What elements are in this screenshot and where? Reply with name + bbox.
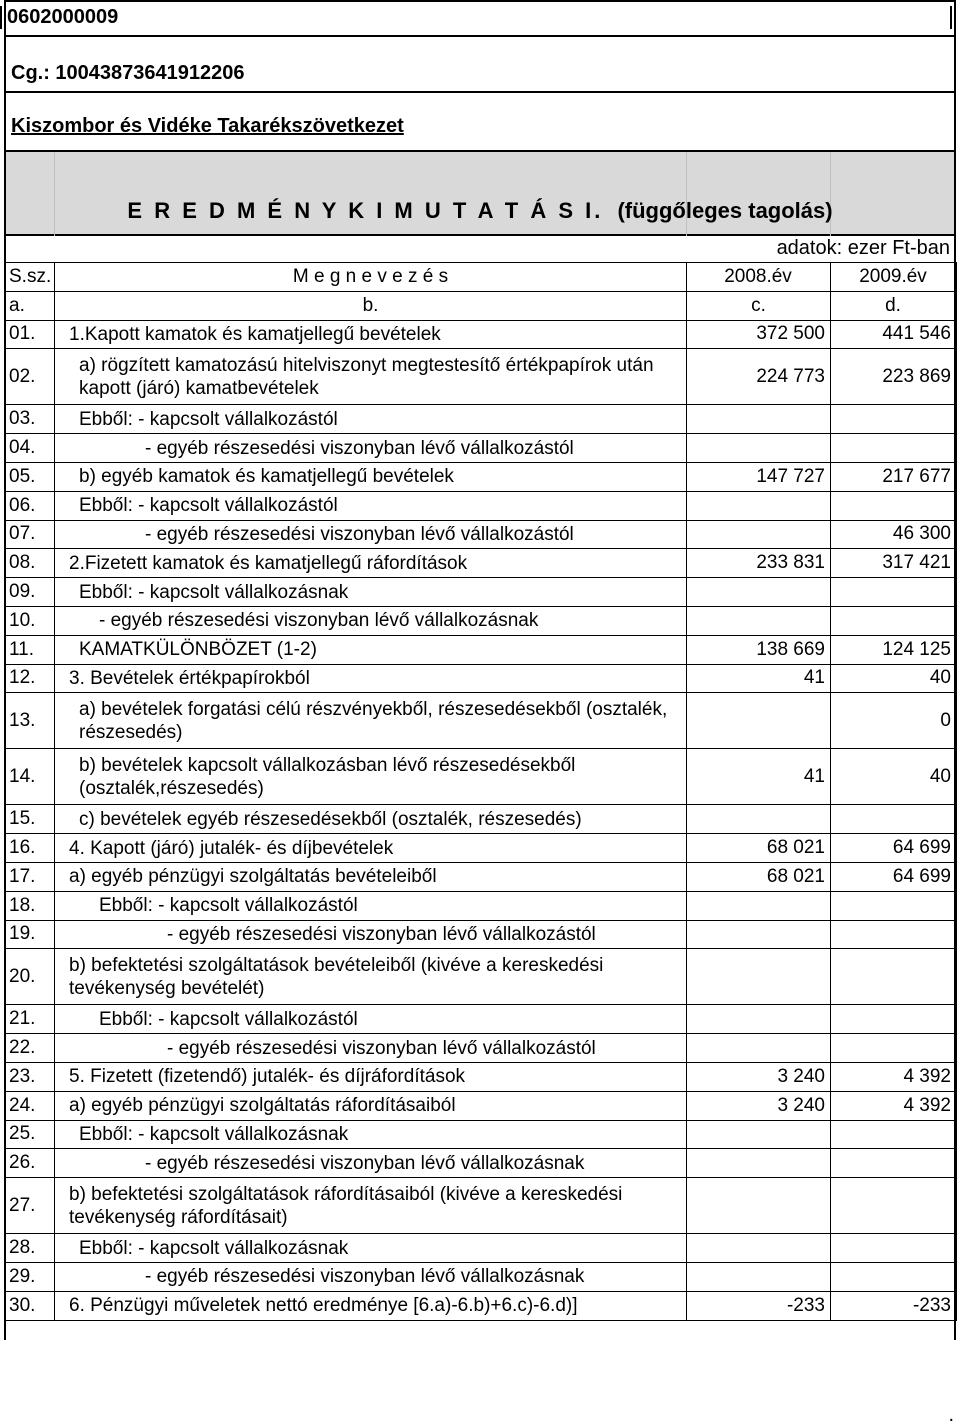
table-row <box>5 434 957 463</box>
value-2009: 0 <box>831 693 957 749</box>
units-note: adatok: ezer Ft-ban <box>776 237 950 259</box>
row-number: 10. <box>5 606 55 635</box>
col-header-no: S.sz. <box>5 263 55 292</box>
col-letter-c: c. <box>687 291 831 320</box>
col-letter-d: d. <box>831 291 957 320</box>
value-2008 <box>687 1262 831 1291</box>
row-label: Ebből: - kapcsolt vállalkozástól <box>55 405 687 434</box>
row-label: - egyéb részesedési viszonyban lévő vállalkozásnak <box>55 1262 687 1291</box>
value-2008 <box>687 920 831 949</box>
value-2009: 40 <box>831 749 957 805</box>
value-2008: 372 500 <box>687 320 831 349</box>
value-2008 <box>687 805 831 834</box>
table-row <box>5 320 957 349</box>
row-label: a) egyéb pénzügyi szolgáltatás bevételeiből <box>55 862 687 891</box>
row-label: 5. Fizetett (fizetendő) jutalék- és díjráfordítások <box>55 1062 687 1091</box>
value-2009 <box>831 491 957 520</box>
statement-title-sub: (függőleges tagolás) <box>617 198 833 223</box>
col-header-2008: 2008.év <box>687 263 831 292</box>
row-number: 20. <box>5 949 55 1005</box>
column-header-row <box>5 263 957 292</box>
row-number: 26. <box>5 1149 55 1178</box>
row-number: 16. <box>5 834 55 863</box>
value-2008 <box>687 405 831 434</box>
table-row <box>5 578 957 607</box>
row-number: 14. <box>5 749 55 805</box>
row-number: 21. <box>5 1005 55 1034</box>
row-label: - egyéb részesedési viszonyban lévő vállalkozástól <box>55 1034 687 1063</box>
row-label: KAMATKÜLÖNBÖZET (1-2) <box>55 635 687 664</box>
row-label: 2.Fizetett kamatok és kamatjellegű ráfordítások <box>55 549 687 578</box>
row-number: 12. <box>5 664 55 693</box>
col-letter-a: a. <box>5 291 55 320</box>
row-number: 30. <box>5 1291 55 1320</box>
value-2009: 40 <box>831 664 957 693</box>
value-2009 <box>831 920 957 949</box>
table-row <box>5 834 957 863</box>
value-2008 <box>687 891 831 920</box>
row-label: - egyéb részesedési viszonyban lévő vállalkozástól <box>55 434 687 463</box>
value-2008: 3 240 <box>687 1091 831 1120</box>
row-number: 04. <box>5 434 55 463</box>
value-2009 <box>831 405 957 434</box>
row-label: a) bevételek forgatási célú részvényekből, részesedésekből (osztalék, részesedés) <box>55 693 687 749</box>
value-2009: 46 300 <box>831 520 957 549</box>
table-row <box>5 349 957 405</box>
value-2008 <box>687 1005 831 1034</box>
row-label: Ebből: - kapcsolt vállalkozásnak <box>55 1120 687 1149</box>
row-label: Ebből: - kapcsolt vállalkozásnak <box>55 578 687 607</box>
row-number: 08. <box>5 549 55 578</box>
value-2009 <box>831 1120 957 1149</box>
row-label: c) bevételek egyéb részesedésekből (osztalék, részesedés) <box>55 805 687 834</box>
table-row <box>5 949 957 1005</box>
value-2008: 68 021 <box>687 834 831 863</box>
income-statement-table <box>4 262 957 1321</box>
divider <box>4 35 956 37</box>
row-label: b) befektetési szolgáltatások bevételeiből (kivéve a kereskedési tevékenység bevételét) <box>55 949 687 1005</box>
value-2008 <box>687 1034 831 1063</box>
row-number: 13. <box>5 693 55 749</box>
row-number: 27. <box>5 1178 55 1234</box>
row-label: Ebből: - kapcsolt vállalkozástól <box>55 891 687 920</box>
statement-title-main: E R E D M É N Y K I M U T A T Á S I. <box>127 198 604 223</box>
table-row <box>5 664 957 693</box>
row-label: b) bevételek kapcsolt vállalkozásban lévő részesedésekből (osztalék,részesedés) <box>55 749 687 805</box>
value-2009: 317 421 <box>831 549 957 578</box>
value-2008 <box>687 606 831 635</box>
row-label: - egyéb részesedési viszonyban lévő vállalkozástól <box>55 920 687 949</box>
value-2008: 224 773 <box>687 349 831 405</box>
row-number: 06. <box>5 491 55 520</box>
table-row <box>5 1149 957 1178</box>
row-label: a) rögzített kamatozású hitelviszonyt megtestesítő értékpapírok után kapott (járó) kamatbevételek <box>55 349 687 405</box>
row-number: 17. <box>5 862 55 891</box>
table-row <box>5 1062 957 1091</box>
value-2008 <box>687 520 831 549</box>
value-2009 <box>831 1034 957 1063</box>
value-2009 <box>831 805 957 834</box>
value-2009 <box>831 578 957 607</box>
row-number: 25. <box>5 1120 55 1149</box>
table-row <box>5 1034 957 1063</box>
value-2008 <box>687 1234 831 1263</box>
table-row <box>5 606 957 635</box>
divider <box>4 91 956 93</box>
value-2008: 138 669 <box>687 635 831 664</box>
value-2008 <box>687 693 831 749</box>
table-row <box>5 805 957 834</box>
value-2009: 217 677 <box>831 462 957 491</box>
col-letter-b: b. <box>55 291 687 320</box>
value-2008: 3 240 <box>687 1062 831 1091</box>
table-row <box>5 1262 957 1291</box>
row-number: 01. <box>5 320 55 349</box>
value-2009 <box>831 1005 957 1034</box>
table-row <box>5 1005 957 1034</box>
top-border <box>4 0 956 2</box>
table-row <box>5 1120 957 1149</box>
row-number: 22. <box>5 1034 55 1063</box>
row-label: Ebből: - kapcsolt vállalkozástól <box>55 1005 687 1034</box>
value-2008 <box>687 434 831 463</box>
row-number: 24. <box>5 1091 55 1120</box>
col-header-2009: 2009.év <box>831 263 957 292</box>
row-label: - egyéb részesedési viszonyban lévő vállalkozástól <box>55 520 687 549</box>
table-row <box>5 520 957 549</box>
value-2009 <box>831 891 957 920</box>
table-row <box>5 405 957 434</box>
value-2008: 68 021 <box>687 862 831 891</box>
row-label: 6. Pénzügyi műveletek nettó eredménye [6.a)-6.b)+6.c)-6.d)] <box>55 1291 687 1320</box>
registration-number: Cg.: 10043873641912206 <box>4 62 956 85</box>
value-2009 <box>831 1262 957 1291</box>
row-number: 07. <box>5 520 55 549</box>
value-2009: 64 699 <box>831 834 957 863</box>
row-label: 4. Kapott (járó) jutalék- és díjbevételek <box>55 834 687 863</box>
value-2009 <box>831 949 957 1005</box>
row-number: 15. <box>5 805 55 834</box>
row-label: Ebből: - kapcsolt vállalkozástól <box>55 491 687 520</box>
table-row <box>5 1091 957 1120</box>
row-number: 19. <box>5 920 55 949</box>
value-2009: 124 125 <box>831 635 957 664</box>
value-2009: 223 869 <box>831 349 957 405</box>
table-row <box>5 920 957 949</box>
table-row <box>5 635 957 664</box>
title-box <box>4 150 956 236</box>
value-2008 <box>687 1149 831 1178</box>
value-2009: -233 <box>831 1291 957 1320</box>
value-2009 <box>831 1149 957 1178</box>
document-code: 0602000009 <box>0 6 952 29</box>
table-row <box>5 549 957 578</box>
company-name: Kiszombor és Vidéke Takarékszövetkezet <box>4 115 956 138</box>
value-2009: 4 392 <box>831 1091 957 1120</box>
row-number: 09. <box>5 578 55 607</box>
table-row <box>5 749 957 805</box>
value-2008: 41 <box>687 749 831 805</box>
value-2009 <box>831 606 957 635</box>
value-2008 <box>687 578 831 607</box>
row-number: 18. <box>5 891 55 920</box>
row-label: - egyéb részesedési viszonyban lévő vállalkozásnak <box>55 606 687 635</box>
row-number: 02. <box>5 349 55 405</box>
statement-title <box>6 198 954 224</box>
row-label: b) befektetési szolgáltatások ráfordításaiból (kivéve a kereskedési tevékenység ráfordításait) <box>55 1178 687 1234</box>
table-row <box>5 693 957 749</box>
table-row <box>5 891 957 920</box>
row-number: 28. <box>5 1234 55 1263</box>
row-label: a) egyéb pénzügyi szolgáltatás ráfordításaiból <box>55 1091 687 1120</box>
row-label: 3. Bevételek értékpapírokból <box>55 664 687 693</box>
row-number: 03. <box>5 405 55 434</box>
value-2008 <box>687 491 831 520</box>
value-2008 <box>687 1120 831 1149</box>
col-header-name: M e g n e v e z é s <box>55 263 687 292</box>
row-number: 05. <box>5 462 55 491</box>
row-number: 23. <box>5 1062 55 1091</box>
table-row <box>5 1291 957 1320</box>
column-letter-row <box>5 291 957 320</box>
table-row <box>5 491 957 520</box>
table-row <box>5 462 957 491</box>
value-2008 <box>687 949 831 1005</box>
table-row <box>5 1178 957 1234</box>
value-2009 <box>831 1178 957 1234</box>
value-2008: -233 <box>687 1291 831 1320</box>
row-number: 29. <box>5 1262 55 1291</box>
value-2008 <box>687 1178 831 1234</box>
row-label: - egyéb részesedési viszonyban lévő vállalkozásnak <box>55 1149 687 1178</box>
value-2009: 441 546 <box>831 320 957 349</box>
row-label: Ebből: - kapcsolt vállalkozásnak <box>55 1234 687 1263</box>
value-2009 <box>831 1234 957 1263</box>
value-2008: 41 <box>687 664 831 693</box>
table-row <box>5 1234 957 1263</box>
footer-mark: . <box>948 1404 954 1426</box>
value-2009: 64 699 <box>831 862 957 891</box>
table-row <box>5 862 957 891</box>
row-label: b) egyéb kamatok és kamatjellegű bevételek <box>55 462 687 491</box>
value-2008: 147 727 <box>687 462 831 491</box>
value-2008: 233 831 <box>687 549 831 578</box>
value-2009: 4 392 <box>831 1062 957 1091</box>
row-label: 1.Kapott kamatok és kamatjellegű bevételek <box>55 320 687 349</box>
row-number: 11. <box>5 635 55 664</box>
value-2009 <box>831 434 957 463</box>
